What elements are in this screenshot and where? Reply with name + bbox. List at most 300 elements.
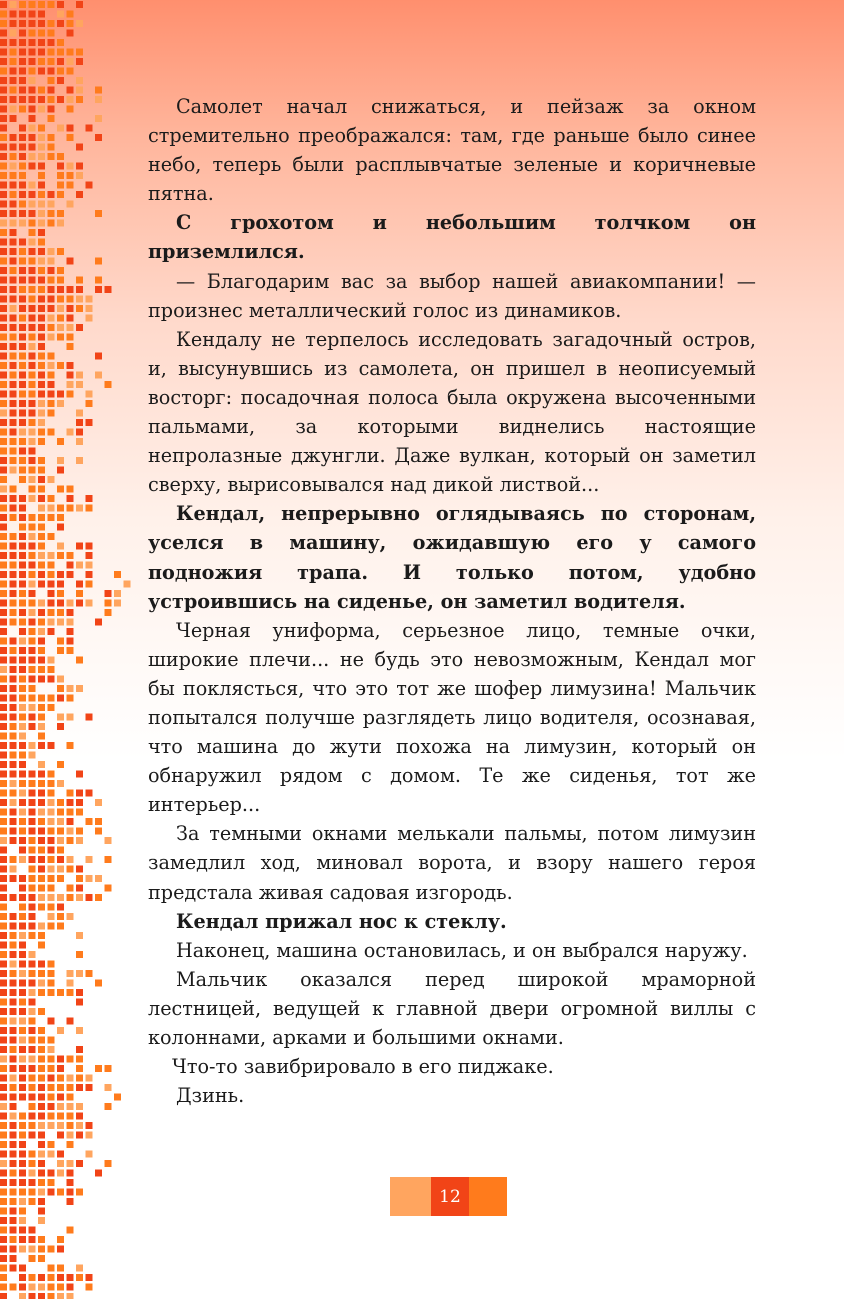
- pixel-square: [67, 381, 74, 388]
- pixel-square: [29, 419, 36, 426]
- pixel-square: [0, 1274, 7, 1281]
- pixel-square: [38, 1037, 45, 1044]
- pixel-square: [95, 134, 102, 141]
- pixel-square: [19, 77, 26, 84]
- pixel-square: [0, 1103, 7, 1110]
- pixel-square: [0, 400, 7, 407]
- pixel-square: [76, 58, 83, 65]
- pixel-square: [57, 49, 64, 56]
- pixel-square: [29, 11, 36, 18]
- pixel-square: [86, 543, 93, 550]
- pixel-square: [48, 381, 55, 388]
- pixel-square: [86, 1151, 93, 1158]
- pixel-square: [29, 286, 36, 293]
- pixel-square: [67, 1160, 74, 1167]
- pixel-square: [57, 172, 64, 179]
- pixel-square: [57, 894, 64, 901]
- pixel-square: [29, 1027, 36, 1034]
- pixel-square: [19, 495, 26, 502]
- pixel-square: [67, 600, 74, 607]
- pixel-square: [38, 144, 45, 151]
- pixel-square: [0, 1018, 7, 1025]
- pixel-square: [38, 1255, 45, 1262]
- pixel-square: [48, 1151, 55, 1158]
- pixel-square: [67, 695, 74, 702]
- pixel-square: [67, 1274, 74, 1281]
- pixel-square: [67, 68, 74, 75]
- pixel-square: [57, 1103, 64, 1110]
- pixel-square: [19, 438, 26, 445]
- paragraph: Мальчик оказался перед широкой мраморной лестницей, ведущей к главной двери огромной виллы с колоннами, арками и большими окнами.: [148, 967, 756, 1049]
- pixel-square: [67, 1179, 74, 1186]
- pixel-square: [67, 790, 74, 797]
- pixel-square: [29, 600, 36, 607]
- pixel-square: [38, 866, 45, 873]
- pixel-square: [10, 96, 17, 103]
- pixel-square: [38, 296, 45, 303]
- pixel-square: [57, 505, 64, 512]
- pixel-square: [76, 372, 83, 379]
- pixel-square: [19, 600, 26, 607]
- pixel-square: [0, 885, 7, 892]
- pixel-square: [0, 448, 7, 455]
- pixel-square: [48, 248, 55, 255]
- pixel-square: [67, 714, 74, 721]
- pixel-square: [0, 533, 7, 540]
- pixel-square: [29, 790, 36, 797]
- pixel-square: [38, 11, 45, 18]
- pixel-square: [0, 647, 7, 654]
- pixel-square: [19, 391, 26, 398]
- pixel-square: [48, 818, 55, 825]
- pixel-square: [57, 20, 64, 27]
- pixel-square: [67, 685, 74, 692]
- pixel-square: [38, 229, 45, 236]
- pixel-square: [10, 980, 17, 987]
- pixel-square: [29, 353, 36, 360]
- pixel-square: [29, 1075, 36, 1082]
- pixel-square: [10, 514, 17, 521]
- pixel-square: [76, 1274, 83, 1281]
- pixel-square: [10, 742, 17, 749]
- pixel-square: [86, 391, 93, 398]
- pixel-square: [48, 704, 55, 711]
- pixel-square: [76, 837, 83, 844]
- pixel-square: [114, 1094, 121, 1101]
- pixel-square: [105, 1103, 112, 1110]
- pixel-square: [76, 296, 83, 303]
- pixel-square: [48, 495, 55, 502]
- pixel-square: [10, 1170, 17, 1177]
- pixel-square: [0, 115, 7, 122]
- pixel-square: [38, 239, 45, 246]
- pixel-square: [29, 58, 36, 65]
- pixel-square: [38, 780, 45, 787]
- pixel-square: [38, 1170, 45, 1177]
- pixel-square: [86, 182, 93, 189]
- pixel-square: [0, 20, 7, 27]
- pixel-square: [48, 961, 55, 968]
- pixel-square: [48, 1284, 55, 1291]
- pixel-square: [48, 562, 55, 569]
- pixel-square: [38, 400, 45, 407]
- pixel-square: [0, 1075, 7, 1082]
- pixel-square: [76, 1027, 83, 1034]
- pixel-square: [95, 210, 102, 217]
- pixel-square: [29, 999, 36, 1006]
- pixel-square: [19, 856, 26, 863]
- pixel-square: [29, 77, 36, 84]
- pixel-square: [29, 771, 36, 778]
- pixel-square: [10, 134, 17, 141]
- pixel-square: [19, 885, 26, 892]
- pixel-square: [48, 913, 55, 920]
- pixel-square: [0, 628, 7, 635]
- pixel-square: [67, 1094, 74, 1101]
- pixel-square: [10, 1189, 17, 1196]
- pixel-square: [29, 296, 36, 303]
- pixel-square: [29, 923, 36, 930]
- pixel-square: [0, 372, 7, 379]
- pixel-square: [38, 828, 45, 835]
- pixel-square: [48, 581, 55, 588]
- pixel-square: [105, 600, 112, 607]
- pixel-square: [29, 115, 36, 122]
- pixel-square: [0, 961, 7, 968]
- pixel-square: [48, 58, 55, 65]
- pixel-square: [86, 571, 93, 578]
- pixel-square: [0, 353, 7, 360]
- pixel-square: [29, 1236, 36, 1243]
- pixel-square: [48, 552, 55, 559]
- pixel-square: [76, 381, 83, 388]
- pixel-square: [29, 609, 36, 616]
- pixel-square: [57, 153, 64, 160]
- pixel-square: [76, 96, 83, 103]
- pixel-square: [76, 828, 83, 835]
- pixel-square: [29, 315, 36, 322]
- pixel-square: [29, 239, 36, 246]
- pixel-square: [19, 1, 26, 8]
- pixel-square: [38, 733, 45, 740]
- pixel-square: [0, 87, 7, 94]
- pixel-square: [86, 562, 93, 569]
- pixel-square: [76, 505, 83, 512]
- pixel-square: [48, 837, 55, 844]
- pixel-square: [10, 1227, 17, 1234]
- pixel-square: [10, 1217, 17, 1224]
- pixel-square: [38, 391, 45, 398]
- pixel-square: [48, 1056, 55, 1063]
- pixel-square: [10, 913, 17, 920]
- pixel-square: [29, 828, 36, 835]
- pixel-square: [38, 533, 45, 540]
- pixel-square: [76, 49, 83, 56]
- pixel-square: [0, 1084, 7, 1091]
- pixel-square: [95, 875, 102, 882]
- pixel-square: [29, 495, 36, 502]
- pixel-square: [38, 49, 45, 56]
- pixel-square: [10, 1103, 17, 1110]
- pixel-square: [38, 524, 45, 531]
- pixel-square: [86, 400, 93, 407]
- pixel-square: [57, 467, 64, 474]
- pixel-square: [0, 49, 7, 56]
- pixel-square: [10, 153, 17, 160]
- pixel-square: [67, 562, 74, 569]
- pixel-square: [0, 1122, 7, 1129]
- pixel-square: [19, 543, 26, 550]
- pixel-square: [67, 343, 74, 350]
- pixel-square: [48, 1179, 55, 1186]
- pixel-square: [76, 172, 83, 179]
- pixel-square: [0, 201, 7, 208]
- pixel-square: [38, 1208, 45, 1215]
- pixel-square: [19, 961, 26, 968]
- pixel-square: [48, 1141, 55, 1148]
- pixel-square: [10, 923, 17, 930]
- pixel-square: [0, 980, 7, 987]
- pixel-square: [38, 172, 45, 179]
- pixel-square: [67, 429, 74, 436]
- pixel-square: [38, 334, 45, 341]
- pixel-square: [76, 457, 83, 464]
- pixel-square: [48, 885, 55, 892]
- pixel-square: [0, 837, 7, 844]
- pixel-square: [38, 163, 45, 170]
- pixel-square: [38, 125, 45, 132]
- pixel-square: [86, 790, 93, 797]
- pixel-square: [10, 220, 17, 227]
- pixel-square: [19, 467, 26, 474]
- pixel-square: [29, 628, 36, 635]
- pixel-square: [38, 305, 45, 312]
- pixel-square: [76, 77, 83, 84]
- pixel-square: [0, 305, 7, 312]
- pixel-square: [10, 362, 17, 369]
- pixel-square: [0, 571, 7, 578]
- pixel-square: [57, 1189, 64, 1196]
- pixel-square: [10, 1027, 17, 1034]
- pixel-square: [10, 68, 17, 75]
- pixel-square: [10, 315, 17, 322]
- pixel-square: [57, 1084, 64, 1091]
- pixel-square: [19, 533, 26, 540]
- pixel-square: [10, 961, 17, 968]
- pixel-square: [19, 818, 26, 825]
- pixel-square: [57, 676, 64, 683]
- pixel-square: [29, 647, 36, 654]
- pixel-square: [19, 752, 26, 759]
- pixel-square: [86, 894, 93, 901]
- pixel-square: [29, 201, 36, 208]
- pixel-square: [57, 1075, 64, 1082]
- pixel-square: [10, 324, 17, 331]
- pixel-square: [0, 172, 7, 179]
- pixel-square: [0, 609, 7, 616]
- pixel-square: [67, 315, 74, 322]
- pixel-square: [76, 144, 83, 151]
- pixel-square: [67, 980, 74, 987]
- pixel-square: [10, 277, 17, 284]
- pixel-square: [38, 58, 45, 65]
- pixel-square: [19, 11, 26, 18]
- pixel-square: [57, 1170, 64, 1177]
- pixel-square: [19, 372, 26, 379]
- pixel-square: [10, 467, 17, 474]
- pixel-square: [29, 486, 36, 493]
- pixel-square: [19, 505, 26, 512]
- pixel-square: [10, 590, 17, 597]
- pixel-square: [29, 1103, 36, 1110]
- pixel-square: [0, 343, 7, 350]
- pixel-square: [10, 1, 17, 8]
- pixel-square: [10, 1198, 17, 1205]
- pixel-square: [19, 1141, 26, 1148]
- pixel-square: [76, 932, 83, 939]
- pixel-square: [57, 334, 64, 341]
- pixel-square: [29, 410, 36, 417]
- pixel-square: [0, 514, 7, 521]
- pixel-square: [29, 1046, 36, 1053]
- pixel-square: [38, 552, 45, 559]
- pixel-square: [0, 229, 7, 236]
- pixel-square: [48, 609, 55, 616]
- pixel-square: [0, 1056, 7, 1063]
- pixel-square: [67, 609, 74, 616]
- pixel-square: [48, 780, 55, 787]
- pixel-square: [19, 410, 26, 417]
- pixel-square: [10, 334, 17, 341]
- pixel-square: [48, 153, 55, 160]
- pixel-square: [38, 191, 45, 198]
- pixel-square: [29, 657, 36, 664]
- pixel-square: [38, 372, 45, 379]
- pixel-square: [67, 486, 74, 493]
- pixel-square: [29, 476, 36, 483]
- paragraph: Кендалу не терпелось исследовать загадочный остров, и, высунувшись из самолета, он пришел в неописуемый восторг: посадочная полоса была окружена высоченными пальмами, за которыми виднелись настоящие непролазные джунгли. Даже вулкан, который он заметил сверху, вырисовывался над дикой листвой...: [148, 327, 756, 497]
- pixel-square: [48, 1075, 55, 1082]
- pixel-square: [57, 400, 64, 407]
- pixel-square: [95, 353, 102, 360]
- pixel-square: [0, 600, 7, 607]
- pixel-square: [29, 457, 36, 464]
- pixel-square: [0, 11, 7, 18]
- pixel-square: [86, 505, 93, 512]
- pixel-square: [38, 1027, 45, 1034]
- pixel-square: [19, 1008, 26, 1015]
- pixel-square: [67, 372, 74, 379]
- pixel-square: [10, 1255, 17, 1262]
- pixel-square: [57, 581, 64, 588]
- pixel-square: [19, 334, 26, 341]
- pixel-square: [0, 904, 7, 911]
- pixel-square: [19, 1151, 26, 1158]
- pixel-square: [10, 448, 17, 455]
- pixel-square: [38, 771, 45, 778]
- pixel-square: [0, 486, 7, 493]
- pixel-square: [48, 790, 55, 797]
- pixel-square: [38, 495, 45, 502]
- pixel-square: [105, 885, 112, 892]
- pixel-square: [0, 999, 7, 1006]
- pixel-square: [10, 267, 17, 274]
- pixel-square: [10, 1065, 17, 1072]
- pixel-square: [57, 600, 64, 607]
- pixel-square: [38, 609, 45, 616]
- pixel-square: [38, 619, 45, 626]
- pixel-square: [29, 467, 36, 474]
- pixel-square: [29, 885, 36, 892]
- pixel-square: [10, 191, 17, 198]
- body-text: [148, 92, 756, 1110]
- pixel-square: [29, 1132, 36, 1139]
- pixel-square: [19, 1293, 26, 1299]
- pixel-square: [38, 220, 45, 227]
- pixel-square: [29, 1037, 36, 1044]
- pixel-square: [57, 391, 64, 398]
- badge-left-segment: [390, 1177, 431, 1216]
- pixel-square: [29, 1284, 36, 1291]
- pixel-square: [19, 666, 26, 673]
- pixel-square: [0, 913, 7, 920]
- pixel-square: [38, 267, 45, 274]
- pixel-square: [86, 970, 93, 977]
- pixel-square: [67, 106, 74, 113]
- pixel-square: [0, 761, 7, 768]
- pixel-square: [29, 324, 36, 331]
- pixel-square: [10, 1236, 17, 1243]
- pixel-square: [19, 68, 26, 75]
- pixel-square: [57, 809, 64, 816]
- pixel-square: [10, 989, 17, 996]
- pixel-square: [48, 1, 55, 8]
- pixel-square: [19, 125, 26, 132]
- pixel-square: [29, 305, 36, 312]
- pixel-square: [48, 429, 55, 436]
- pixel-square: [57, 267, 64, 274]
- pixel-square: [76, 809, 83, 816]
- pixel-square: [67, 856, 74, 863]
- pixel-square: [48, 989, 55, 996]
- pixel-square: [10, 457, 17, 464]
- pixel-square: [38, 1084, 45, 1091]
- pixel-square: [38, 1151, 45, 1158]
- pixel-square: [10, 1160, 17, 1167]
- pixel-square: [57, 1284, 64, 1291]
- pixel-square: [29, 1189, 36, 1196]
- pixel-square: [19, 714, 26, 721]
- pixel-square: [67, 989, 74, 996]
- pixel-square: [19, 210, 26, 217]
- pixel-square: [57, 277, 64, 284]
- pixel-square: [48, 856, 55, 863]
- pixel-square: [76, 438, 83, 445]
- pixel-square: [105, 1160, 112, 1167]
- pixel-square: [57, 847, 64, 854]
- pixel-square: [10, 552, 17, 559]
- pixel-square: [48, 514, 55, 521]
- pixel-square: [57, 1293, 64, 1299]
- pixel-square: [57, 780, 64, 787]
- pixel-square: [38, 647, 45, 654]
- pixel-square: [95, 799, 102, 806]
- pixel-square: [0, 676, 7, 683]
- pixel-square: [76, 894, 83, 901]
- pixel-square: [19, 343, 26, 350]
- pixel-square: [38, 315, 45, 322]
- pixel-square: [38, 1274, 45, 1281]
